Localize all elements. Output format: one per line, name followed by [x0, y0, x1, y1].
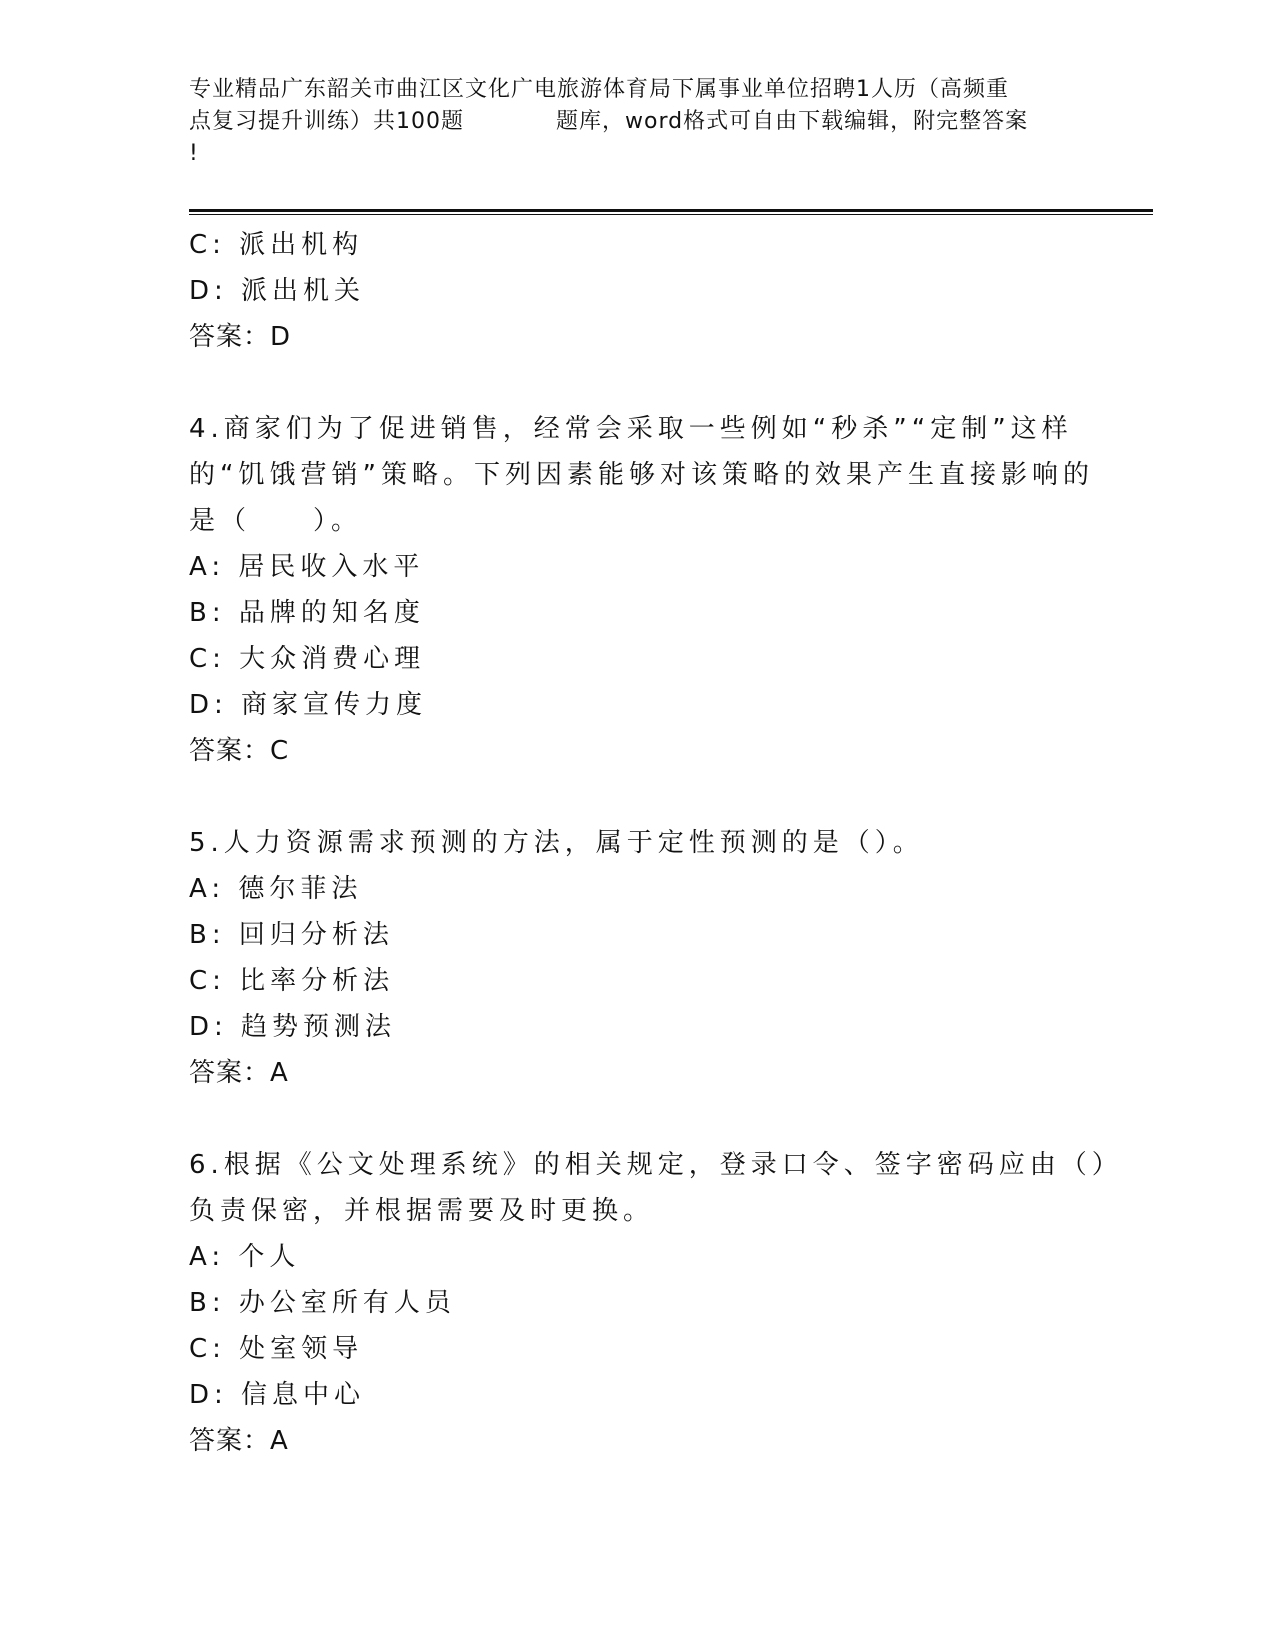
q6-answer: 答案：A [189, 1426, 289, 1456]
document-header [189, 74, 1089, 170]
q3-answer: 答案：D [189, 322, 292, 352]
header-line-2: 点复习提升训练）共100题 题库，word格式可自由下载编辑，附完整答案 [189, 109, 1029, 134]
q4-option-d: D: 商家宣传力度 [189, 690, 428, 720]
q6-option-a: A: 个人 [189, 1242, 301, 1272]
q6-stem-line-1: 6.根据《公文处理系统》的相关规定，登录口令、签字密码应由（） [189, 1150, 1123, 1180]
q5-stem-line-1: 5.人力资源需求预测的方法，属于定性预测的是（）。 [189, 828, 924, 858]
q6-option-d: D: 信息中心 [189, 1380, 366, 1410]
q3-option-d: D: 派出机关 [189, 276, 366, 306]
question-list [189, 222, 1123, 1464]
q3-option-c: C: 派出机构 [189, 230, 364, 260]
header-line-3: ! [189, 141, 199, 166]
q5-option-b: B: 回归分析法 [189, 920, 394, 950]
q4-stem-line-1: 4.商家们为了促进销售，经常会采取一些例如“秒杀”“定制”这样 [189, 414, 1073, 444]
q5-option-c: C: 比率分析法 [189, 966, 395, 996]
q6-option-b: B: 办公室所有人员 [189, 1288, 456, 1318]
header-line-1: 专业精品广东韶关市曲江区文化广电旅游体育局下属事业单位招聘1人历（高频重 [189, 77, 1009, 102]
q5-option-d: D: 趋势预测法 [189, 1012, 397, 1042]
q6-option-c: C: 处室领导 [189, 1334, 364, 1364]
q4-stem-line-3: 是（ ）。 [189, 506, 363, 536]
q4-stem-line-2: 的“饥饿营销”策略。下列因素能够对该策略的效果产生直接影响的 [189, 460, 1094, 490]
q4-option-a: A: 居民收入水平 [189, 552, 425, 582]
spacer [189, 774, 1089, 820]
spacer [189, 360, 1089, 406]
header-divider-thin [189, 214, 1153, 215]
q6-stem-line-2: 负责保密，并根据需要及时更换。 [189, 1196, 655, 1226]
question-6 [189, 1142, 1123, 1464]
spacer [189, 1096, 1089, 1142]
q5-answer: 答案：A [189, 1058, 289, 1088]
header-divider-thick [189, 209, 1153, 212]
q4-option-c: C: 大众消费心理 [189, 644, 426, 674]
q4-answer: 答案：C [189, 736, 290, 766]
q5-option-a: A: 德尔菲法 [189, 874, 363, 904]
question-4 [189, 406, 1094, 774]
question-3-tail [189, 222, 1089, 360]
question-5 [189, 820, 1089, 1096]
q4-option-b: B: 品牌的知名度 [189, 598, 425, 628]
